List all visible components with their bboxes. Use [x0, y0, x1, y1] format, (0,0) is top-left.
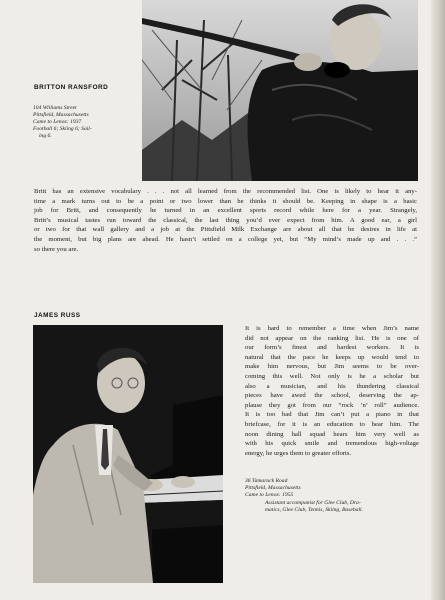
student-name-britton: BRITTON RANSFORD [34, 84, 109, 91]
page-binding-edge [431, 0, 445, 600]
bio-line: Britt’s musical tastes run toward the classical, the last thing you’d ever expect from him. A good ear, a girl [34, 216, 417, 224]
activities-line: Assistant accompanist for Glee Club, Dra- [265, 500, 361, 506]
james-biography [245, 324, 419, 458]
bio-line: our form’s finest and hardest workers. It is [245, 344, 419, 352]
bio-line: Britt has an extensive vocabulary . . . not all learned from the recommended list. One is likely to hear it any- [34, 188, 417, 195]
bio-line: also a musician, and his thundering classical [245, 382, 419, 390]
bio-line: or two for that wall gallery and a job at the Pittsfield Milk Exchange are about all that he desires in life at [34, 226, 417, 234]
address-line: 104 Williams Street [33, 105, 77, 111]
address-line: Pittsfield, Massachusetts [33, 112, 89, 118]
bio-line: natural that the pace he keeps up would tend to [245, 353, 419, 361]
bio-line: did not appear on the ranking list. He is one of [245, 334, 419, 342]
james-address-block [245, 478, 301, 499]
bio-line: coming this well. Not only is he a scholar but [245, 372, 419, 380]
address-line: Came to Lenox: 1937 [33, 119, 82, 125]
bio-line: the moment, but big plans are ahead. He hasn’t settled on a college yet, but “My mind’s made up and . . .” [34, 235, 417, 243]
address-line: 36 Tamarack Road [245, 478, 288, 484]
bio-line: so there you are. [34, 245, 79, 253]
bio-line: It is hard to remember a time when Jim’s name [245, 325, 419, 332]
activities-line: ing 6. [39, 133, 52, 139]
bio-line: job for Britt, and consequently he turned in an excellent sports record while here for a year. Strangely, [34, 207, 417, 215]
bio-line: time a mark turns out to be a point or two lower than he thinks it should be. Keeping in shape is a basic [34, 197, 417, 205]
activities-line: Football 6; Skiing 6; Sail- [33, 126, 92, 132]
britton-address-block [33, 105, 92, 140]
bio-line: make him nervous, but Jim seems to be over- [245, 363, 419, 371]
bio-line: energy, he urges them to greater efforts. [245, 449, 352, 457]
bio-line: briefcase, for it is an education to hear him. The [245, 420, 419, 428]
bio-line: pieces have awed the school, deserving the ap- [245, 392, 419, 400]
bio-line: plause they got from our “rock ’n’ roll” audience. [245, 401, 419, 409]
address-line: Pittsfield, Massachusetts [245, 485, 301, 491]
james-activities [245, 500, 363, 514]
james-russ-photo [33, 325, 223, 583]
address-line: Came to Lenox: 1955 [245, 492, 294, 498]
bio-line: It is too bad that Jim can’t put a piano in that [245, 411, 419, 419]
activities-line: matics, Glee Club, Tennis, Skiing, Baseball. [265, 507, 363, 513]
britton-biography [34, 187, 417, 254]
student-name-james: JAMES RUSS [34, 312, 81, 319]
bio-line: noon dining hall squad hears him very well as [245, 430, 419, 438]
bio-line: with his quick smile and tremendous high-voltage [245, 440, 419, 448]
britton-ransford-photo [142, 0, 418, 181]
